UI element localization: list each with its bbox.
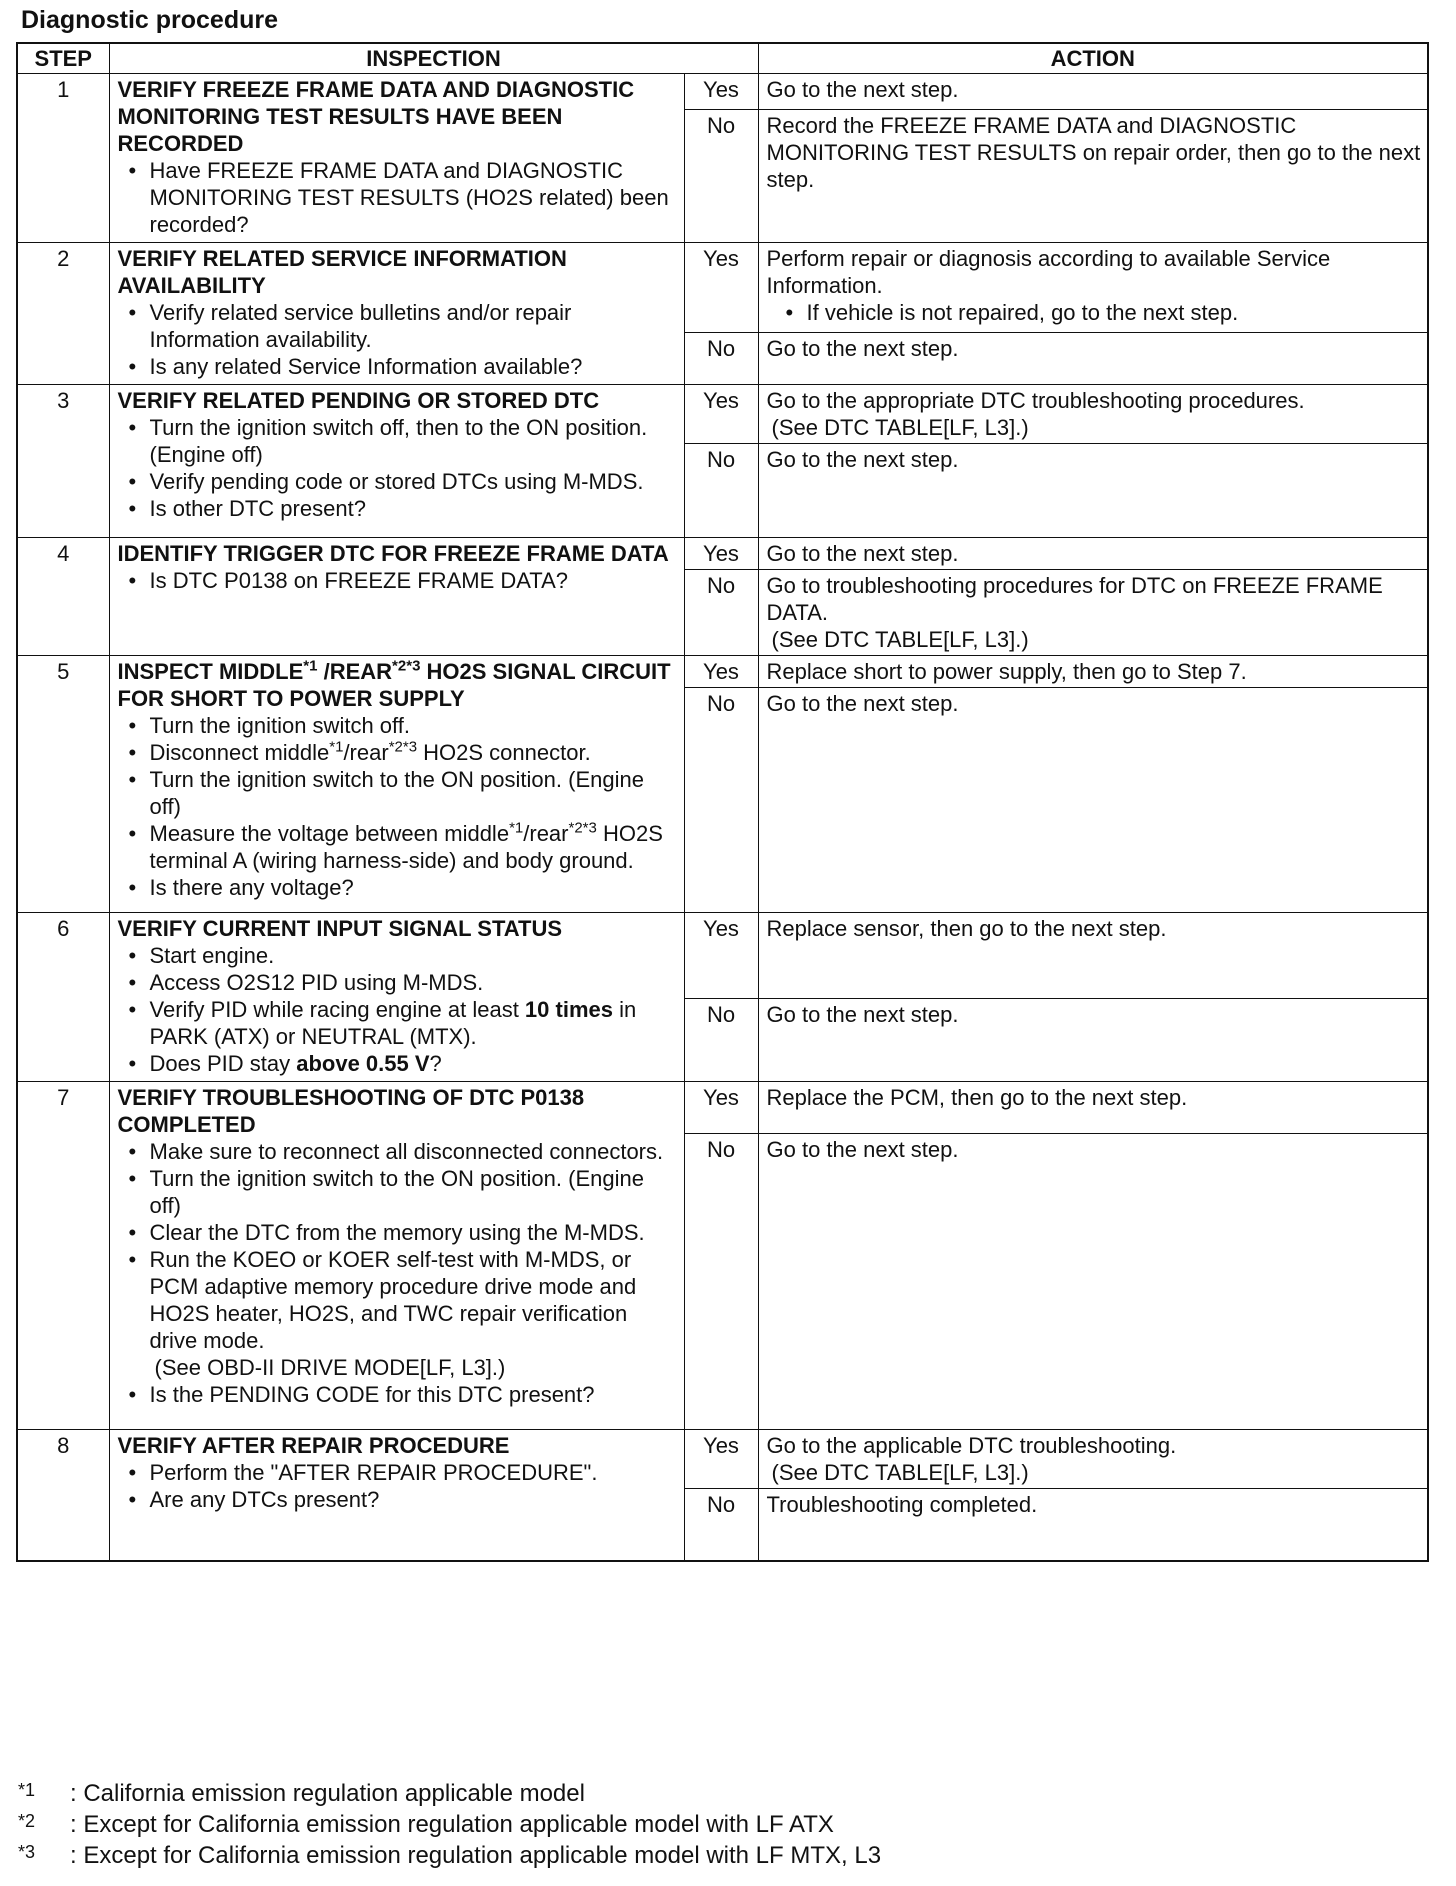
inspection-title: IDENTIFY TRIGGER DTC FOR FREEZE FRAME DATA bbox=[117, 541, 669, 566]
table-header-row bbox=[17, 43, 1428, 74]
list-item: • Disconnect middle$^{*1}$/rear$^{*2*3}$ HO2S connector. bbox=[150, 739, 678, 766]
list-item: • Turn the ignition switch to the ON position. (Engine off) bbox=[150, 1165, 678, 1219]
footnote-text: : California emission regulation applicable model bbox=[70, 1780, 585, 1807]
step-5-yes-row bbox=[17, 656, 1428, 688]
action-reference: (See DTC TABLE[LF, L3].) bbox=[771, 415, 1029, 440]
yes-label: Yes bbox=[684, 1430, 758, 1489]
inspection-title: VERIFY FREEZE FRAME DATA AND DIAGNOSTIC MONITORING TEST RESULTS HAVE BEEN RECORDED bbox=[117, 77, 635, 156]
step-3-yes-row bbox=[17, 385, 1428, 444]
action-text: Perform repair or diagnosis according to available Service Information. bbox=[766, 246, 1331, 298]
yes-action bbox=[758, 385, 1428, 444]
yes-label: Yes bbox=[684, 913, 758, 999]
no-action: Go to the next step. bbox=[758, 999, 1428, 1082]
list-item: • Measure the voltage between middle$^{*1}$/rear$^{*2*3}$ HO2S terminal A (wiring harness-side) and body ground. bbox=[150, 820, 678, 874]
inspection-bullets bbox=[118, 712, 678, 901]
footnote-mark: *1 bbox=[18, 1780, 36, 1800]
footnote-text: : Except for California emission regulation applicable model with LF MTX, L3 bbox=[70, 1842, 882, 1869]
step-1-yes-row bbox=[17, 74, 1428, 110]
step-number: 1 bbox=[17, 74, 109, 243]
header-step: STEP bbox=[17, 43, 109, 74]
footnote-mark: *2 bbox=[18, 1811, 36, 1831]
inspection-title: VERIFY AFTER REPAIR PROCEDURE bbox=[117, 1433, 510, 1458]
list-item: • Is the PENDING CODE for this DTC present? bbox=[150, 1381, 678, 1408]
step-7-yes-row bbox=[17, 1082, 1428, 1134]
inspection-bullets bbox=[118, 567, 678, 594]
yes-label: Yes bbox=[684, 656, 758, 688]
footnote-1 bbox=[18, 1778, 881, 1809]
list-item: • Make sure to reconnect all disconnected connectors. bbox=[150, 1138, 678, 1165]
inspection-bullets bbox=[118, 414, 678, 522]
bullet-reference: (See OBD-II DRIVE MODE[LF, L3].) bbox=[154, 1355, 506, 1380]
list-item: • Is there any voltage? bbox=[150, 874, 678, 901]
yes-label: Yes bbox=[684, 1082, 758, 1134]
step-2-yes-row bbox=[17, 243, 1428, 333]
yes-label: Yes bbox=[684, 538, 758, 570]
yes-action bbox=[758, 243, 1428, 333]
no-label: No bbox=[684, 332, 758, 384]
diagnostic-procedure-table bbox=[16, 42, 1429, 1562]
step-3-inspection bbox=[109, 385, 684, 538]
no-action: Record the FREEZE FRAME DATA and DIAGNOSTIC MONITORING TEST RESULTS on repair order, then go to the next step. bbox=[758, 109, 1428, 242]
action-bullets bbox=[767, 299, 1422, 326]
yes-action: Go to the next step. bbox=[758, 74, 1428, 110]
yes-label: Yes bbox=[684, 243, 758, 333]
inspection-bullets bbox=[118, 1138, 678, 1408]
no-label: No bbox=[684, 570, 758, 656]
no-action: Go to the next step. bbox=[758, 688, 1428, 913]
yes-label: Yes bbox=[684, 74, 758, 110]
step-6-yes-row bbox=[17, 913, 1428, 999]
inspection-title: VERIFY CURRENT INPUT SIGNAL STATUS bbox=[117, 916, 563, 941]
action-text: Go to the appropriate DTC troubleshooting procedures. bbox=[766, 388, 1305, 413]
step-number: 8 bbox=[17, 1430, 109, 1561]
inspection-bullets bbox=[118, 1459, 678, 1513]
list-item: • Turn the ignition switch off, then to the ON position. (Engine off) bbox=[150, 414, 678, 468]
no-action: Go to the next step. bbox=[758, 444, 1428, 538]
header-action: ACTION bbox=[758, 43, 1428, 74]
step-7-inspection bbox=[109, 1082, 684, 1430]
no-label: No bbox=[684, 1134, 758, 1430]
yes-label: Yes bbox=[684, 385, 758, 444]
list-item: • Access O2S12 PID using M-MDS. bbox=[150, 969, 678, 996]
step-4-yes-row bbox=[17, 538, 1428, 570]
step-4-inspection bbox=[109, 538, 684, 656]
no-action: Go to the next step. bbox=[758, 332, 1428, 384]
no-action: Troubleshooting completed. bbox=[758, 1489, 1428, 1561]
list-item: • Verify PID while racing engine at least 10 times in PARK (ATX) or NEUTRAL (MTX). bbox=[150, 996, 678, 1050]
list-item: • Is any related Service Information available? bbox=[150, 353, 678, 380]
step-8-inspection bbox=[109, 1430, 684, 1561]
list-item: • Does PID stay above 0.55 V? bbox=[150, 1050, 678, 1077]
inspection-title: VERIFY RELATED PENDING OR STORED DTC bbox=[117, 388, 600, 413]
list-item: • Verify pending code or stored DTCs using M-MDS. bbox=[150, 468, 678, 495]
no-label: No bbox=[684, 999, 758, 1082]
action-text: Go to troubleshooting procedures for DTC on FREEZE FRAME DATA. bbox=[766, 573, 1383, 625]
step-number: 6 bbox=[17, 913, 109, 1082]
action-text: Go to the applicable DTC troubleshooting. bbox=[766, 1433, 1177, 1458]
inspection-title: VERIFY RELATED SERVICE INFORMATION AVAILABILITY bbox=[117, 246, 567, 298]
step-6-inspection bbox=[109, 913, 684, 1082]
list-item: • Is DTC P0138 on FREEZE FRAME DATA? bbox=[150, 567, 678, 594]
step-1-inspection bbox=[109, 74, 684, 243]
list-item: • Clear the DTC from the memory using the M-MDS. bbox=[150, 1219, 678, 1246]
list-item: • Start engine. bbox=[150, 942, 678, 969]
step-number: 7 bbox=[17, 1082, 109, 1430]
list-item: • If vehicle is not repaired, go to the next step. bbox=[807, 299, 1422, 326]
page-heading: Diagnostic procedure bbox=[21, 6, 278, 34]
list-item: • Are any DTCs present? bbox=[150, 1486, 678, 1513]
step-number: 4 bbox=[17, 538, 109, 656]
yes-action: Replace the PCM, then go to the next step. bbox=[758, 1082, 1428, 1134]
inspection-bullets bbox=[118, 942, 678, 1077]
action-reference: (See DTC TABLE[LF, L3].) bbox=[771, 627, 1029, 652]
no-label: No bbox=[684, 1489, 758, 1561]
inspection-bullets bbox=[118, 157, 678, 238]
list-item: • Run the KOEO or KOER self-test with M-MDS, or PCM adaptive memory procedure drive mode and HO2S heater, HO2S, and TWC repair verification drive mode. (See OBD-II DRIVE MODE[LF, L3].) bbox=[150, 1246, 678, 1381]
footnote-text: : Except for California emission regulation applicable model with LF ATX bbox=[70, 1811, 834, 1838]
step-number: 3 bbox=[17, 385, 109, 538]
list-item: • Perform the "AFTER REPAIR PROCEDURE". bbox=[150, 1459, 678, 1486]
no-action: Go to the next step. bbox=[758, 1134, 1428, 1430]
yes-action: Replace sensor, then go to the next step. bbox=[758, 913, 1428, 999]
yes-action: Go to the next step. bbox=[758, 538, 1428, 570]
action-reference: (See DTC TABLE[LF, L3].) bbox=[771, 1460, 1029, 1485]
step-number: 5 bbox=[17, 656, 109, 913]
no-label: No bbox=[684, 109, 758, 242]
no-label: No bbox=[684, 444, 758, 538]
no-label: No bbox=[684, 688, 758, 913]
yes-action: Replace short to power supply, then go to Step 7. bbox=[758, 656, 1428, 688]
list-item: • Is other DTC present? bbox=[150, 495, 678, 522]
footnote-3 bbox=[18, 1840, 881, 1871]
inspection-title: INSPECT MIDDLE$^{*1}$ $/REAR^{*2*3}$ HO2S SIGNAL CIRCUIT FOR SHORT TO POWER SUPPLY bbox=[117, 657, 671, 711]
footnote-2 bbox=[18, 1809, 881, 1840]
step-2-inspection bbox=[109, 243, 684, 385]
step-5-inspection bbox=[109, 656, 684, 913]
footnote-mark: *3 bbox=[18, 1842, 36, 1862]
header-inspection: INSPECTION bbox=[109, 43, 758, 74]
yes-action bbox=[758, 1430, 1428, 1489]
step-number: 2 bbox=[17, 243, 109, 385]
footnotes bbox=[18, 1778, 881, 1871]
inspection-title: VERIFY TROUBLESHOOTING OF DTC P0138 COMPLETED bbox=[117, 1085, 585, 1137]
list-item: • Verify related service bulletins and/or repair Information availability. bbox=[150, 299, 678, 353]
list-item: • Turn the ignition switch to the ON position. (Engine off) bbox=[150, 766, 678, 820]
no-action bbox=[758, 570, 1428, 656]
step-8-yes-row bbox=[17, 1430, 1428, 1489]
list-item: • Have FREEZE FRAME DATA and DIAGNOSTIC MONITORING TEST RESULTS (HO2S related) been recorded? bbox=[150, 157, 678, 238]
list-item: • Turn the ignition switch off. bbox=[150, 712, 678, 739]
inspection-bullets bbox=[118, 299, 678, 380]
